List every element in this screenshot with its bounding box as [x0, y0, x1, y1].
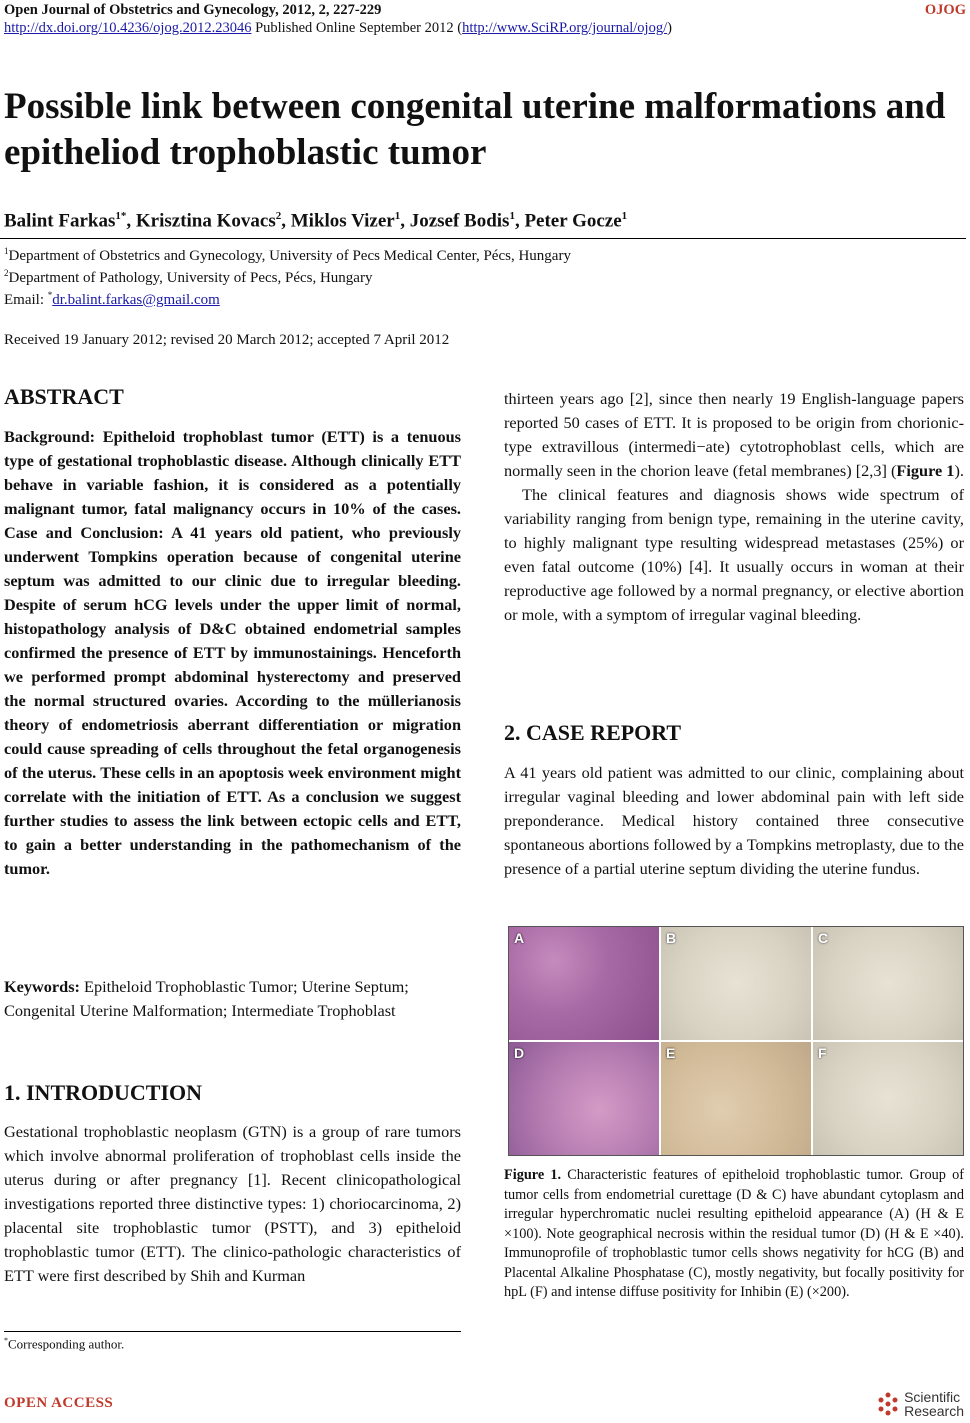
figure-panel-d: D: [509, 1042, 659, 1155]
abstract-heading: ABSTRACT: [4, 384, 124, 409]
intro-paragraph-1-continued: thirteen years ago [2], since then nearly 19 English-language papers reported 50 cases of ETT. It is proposed to be origin from chorionic-type extravillous (intermedi−ate) cytotrophoblast cells, which are normally seen in the chorion leave (fetal membranes) [2,3] (Figure 1). The clinical features and diagnosis shows wide spectrum of variability ranging from benign type, remaining in the uterine cavity, to highly malignant type resulting widespread metastases (25%) or even fatal outcome (10%) [4]. It usually occurs in woman at their reproductive age followed by a normal pregnancy, or elective abortion or mole, with a symptom of irregular vaginal bleeding.: [504, 387, 964, 627]
figure-panel-b: B: [661, 927, 811, 1040]
figure-panel-c: C: [813, 927, 963, 1040]
doi-link[interactable]: http://dx.doi.org/10.4236/ojog.2012.23046: [4, 20, 252, 36]
case-report-paragraph-1: A 41 years old patient was admitted to our clinic, complaining about irregular vaginal bleeding and lower abdominal pain with left side preponderance. Medical history contained three consecutive spontaneous abortions followed by a Tompkins metroplasty, due to the presence of a partial uterine septum dividing the uterine fundus.: [504, 763, 964, 878]
intro-heading: 1. INTRODUCTION: [4, 1080, 203, 1105]
journal-citation: Open Journal of Obstetrics and Gynecology, 2012, 2, 227-229: [4, 2, 382, 18]
footnote-rule: [4, 1331, 461, 1332]
published-text: Published Online September 2012 (: [251, 20, 463, 36]
scirp-logo-icon: [875, 1391, 901, 1417]
affiliation-2: $^2$Department of Pathology, University of Pecs, Pécs, Hungary: [4, 268, 373, 286]
journal-abbrev: OJOG: [924, 2, 966, 18]
figure-panel-e: E: [661, 1042, 811, 1155]
paper-title: Possible link between congenital uterine malformations and epitheliod trophoblastic tumor: [4, 86, 946, 173]
abstract-body: Background: Epitheloid trophoblast tumor (ETT) is a tenuous type of gestational trophoblastic disease. Although clinically ETT behave in variable fashion, it is considered as a potentially malignant tumor, fatal malignancy occurs in 10% of the cases. Case and Conclusion: A 41 years old patient, who previously underwent Tompkins operation because of congenital uterine septum was admitted to our clinic due to irregular bleeding. Despite of serum hCG levels under the upper limit of normal, histopathology analysis of D&C obtained endometrial samples confirmed the presence of ETT by immunostainings. Henceforth we performed prompt abdominal hysterectomy and preserved the normal structured ovaries. According to the müllerianosis theory of endometriosis aberrant differentiation or migration could cause spreading of cells throughout the fetal organogenesis of the uterus. These cells in an apoptosis week environment might correlate with the initiation of ETT. As a conclusion we suggest further studies to assess the link between ectopic cells and ETT, to gain a better understanding in the pathomechanism of the tumor.: [4, 427, 461, 878]
email-line: Email: *dr.balint.farkas@gmail.com: [4, 290, 220, 308]
figure-1-caption: Figure 1. Characteristic features of epitheloid trophoblastic tumor. Group of tumor cells from endometrial curettage (D & C) have abundant cytoplasm and irregular hyperchromatic nuclei resulting epitheloid appearance (A) (H & E ×100). Note geographical necrosis within the residual tumor (D) (H & E ×40). Immunoprofile of trophoblastic tumor cells shows negativity for hCG (B) and Placental Alkaline Phosphatase (C), mostly negativity, but focally positivity for hpL (F) and intense diffuse positivity for Inhibin (E) (×200).: [504, 1167, 964, 1300]
keywords: Keywords: Epitheloid Trophoblastic Tumor; Uterine Septum; Congenital Uterine Malformation; Intermediate Trophoblast: [4, 977, 409, 1020]
open-access-label: OPEN ACCESS: [4, 1395, 114, 1411]
author-list: Balint Farkas$^{1*}$, Krisztina Kovacs$^2$, Miklos Vizer$^1$, Jozsef Bodis$^1$, Peter Gocze$^1$: [4, 210, 628, 232]
intro-paragraph-1: Gestational trophoblastic neoplasm (GTN) is a group of rare tumors which involve abnormal proliferation of trophoblast cells inside the uterus during or after pregnancy [1]. Recent clinicopathological investigations reported three distinctive types: 1) choriocarcinoma, 2) placental site trophoblastic tumor (PSTT), and 3) epitheloid trophoblastic tumor (ETT). The clinico-pathologic characteristics of ETT were first described by Shih and Kurman: [4, 1122, 461, 1285]
figure-panel-f: F: [813, 1042, 963, 1155]
case-report-heading: 2. CASE REPORT: [504, 720, 682, 745]
scientific-research-logo: Scientific Research: [875, 1390, 964, 1418]
journal-header: [4, 2, 966, 19]
journal-url-link[interactable]: http://www.SciRP.org/journal/ojog/: [462, 20, 668, 36]
figure-1: [508, 926, 964, 1156]
intro-paragraph-2: The clinical features and diagnosis shows wide spectrum of variability ranging from benign type, remaining in the uterine cavity, to highly malignant type resulting widespread metastases (25%) or even fatal outcome (10%) [4]. It usually occurs in woman at their reproductive age followed by a normal pregnancy, or elective abortion or mole, with a symptom of irregular vaginal bleeding.: [504, 485, 964, 624]
figure-panel-a: A: [509, 927, 659, 1040]
received-dates: Received 19 January 2012; revised 20 March 2012; accepted 7 April 2012: [4, 332, 450, 348]
email-link[interactable]: dr.balint.farkas@gmail.com: [52, 292, 220, 308]
footnote: *Corresponding author.: [4, 1336, 125, 1352]
affiliation-1: $^1$Department of Obstetrics and Gynecology, University of Pecs Medical Center, Pécs, Hungary: [4, 246, 571, 264]
doi-line: http://dx.doi.org/10.4236/ojog.2012.23046 Published Online September 2012 (http://www.SciRP.org/journal/ojog/): [4, 20, 672, 36]
header-rule: [0, 238, 966, 239]
